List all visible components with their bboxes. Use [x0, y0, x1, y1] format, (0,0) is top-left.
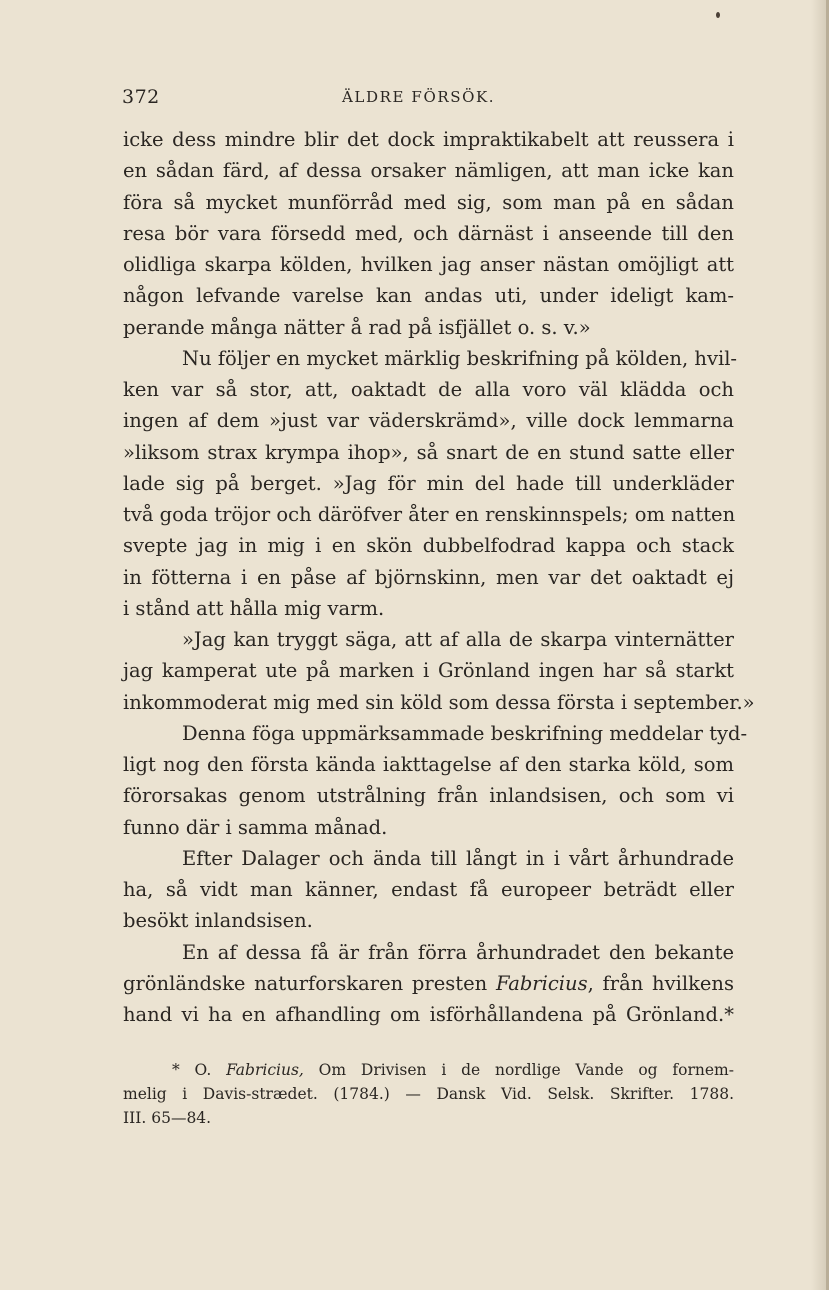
page-header — [122, 86, 729, 112]
footnote-line: melig i Davis-strædet. (1784.) — Dansk Vid. Selsk. Skrifter. 1788. — [123, 1085, 734, 1103]
text-line: besökt inlandsisen. — [123, 909, 313, 933]
text-line: förorsakas genom utstrålning från inlandsisen, och som vi — [123, 784, 734, 808]
footnote-line — [123, 1058, 734, 1082]
page-number: 372 — [122, 86, 160, 108]
footnote-line: III. 65—84. — [123, 1109, 212, 1127]
text-line: i stånd att hålla mig varm. — [123, 596, 385, 620]
text-line: En af dessa få är från förra århundradet den bekante — [182, 940, 734, 964]
text-line: Efter Dalager och ända till långt in i vårt århundrade — [182, 846, 734, 870]
text-line: ingen af dem »just var väderskrämd», ville dock lemmarna — [123, 409, 734, 433]
text-line: lade sig på berget. »Jag för min del hade till underkläder — [123, 471, 734, 495]
running-head: ÄLDRE FÖRSÖK. — [342, 88, 496, 106]
footnote-author: Fabricius, — [226, 1061, 304, 1079]
text-line: ken var så stor, att, oaktadt de alla voro väl klädda och — [123, 378, 734, 401]
text-line: jag kamperat ute på marken i Grönland ingen har så starkt — [123, 659, 734, 683]
text-line: perande många nätter å rad på isfjället o. s. v.» — [123, 315, 591, 339]
text-line: olidliga skarpa kölden, hvilken jag anser nästan omöjligt att — [123, 253, 734, 276]
author-name: Fabricius — [495, 971, 588, 995]
text-line: funno där i samma månad. — [123, 815, 388, 839]
text-line: någon lefvande varelse kan andas uti, under ideligt kam- — [123, 284, 734, 308]
text-fragment: , från hvilkens — [587, 971, 734, 995]
text-line: två goda tröjor och däröfver åter en renskinnspels; om natten — [123, 503, 736, 526]
text-line: Nu följer en mycket märklig beskrifning på kölden, hvil- — [182, 346, 738, 370]
body-text — [123, 124, 755, 1030]
text-line: inkommoderat mig med sin köld som dessa första i september.» — [123, 690, 755, 714]
text-line: resa bör vara försedd med, och därnäst i anseende till den — [123, 221, 734, 245]
text-line: svepte jag in mig i en skön dubbelfodrad kappa och stack — [123, 534, 734, 558]
text-line: in fötterna i en påse af björnskinn, men var det oaktadt ej — [123, 565, 734, 589]
text-line: »liksom strax krympa ihop», så snart de en stund satte eller — [123, 440, 734, 464]
text-line: icke dess mindre blir det dock impraktikabelt att reussera i — [123, 128, 734, 151]
text-line: ha, så vidt man känner, endast få europeer beträdt eller — [123, 878, 734, 901]
text-line: ligt nog den första kända iakttagelse af den starka köld, som — [123, 753, 734, 776]
text-line: en sådan färd, af dessa orsaker nämligen, att man icke kan — [123, 159, 734, 183]
text-line: Denna föga uppmärksammade beskrifning meddelar tyd- — [182, 721, 748, 745]
text-line: »Jag kan tryggt säga, att af alla de skarpa vinternätter — [182, 628, 734, 651]
ink-speck — [716, 12, 720, 18]
text-line: hand vi ha en afhandling om isförhållandena på Grönland.* — [123, 1003, 734, 1026]
text-line-with-name — [123, 968, 734, 999]
text-fragment: grönländske naturforskaren presten — [123, 971, 488, 995]
footnote — [123, 1058, 734, 1130]
footnote-title: Om Drivisen i de nordlige Vande og fornem- — [318, 1061, 734, 1079]
text-line: föra så mycket munförråd med sig, som man på en sådan — [123, 190, 734, 214]
footnote-marker: * O. — [172, 1061, 212, 1079]
